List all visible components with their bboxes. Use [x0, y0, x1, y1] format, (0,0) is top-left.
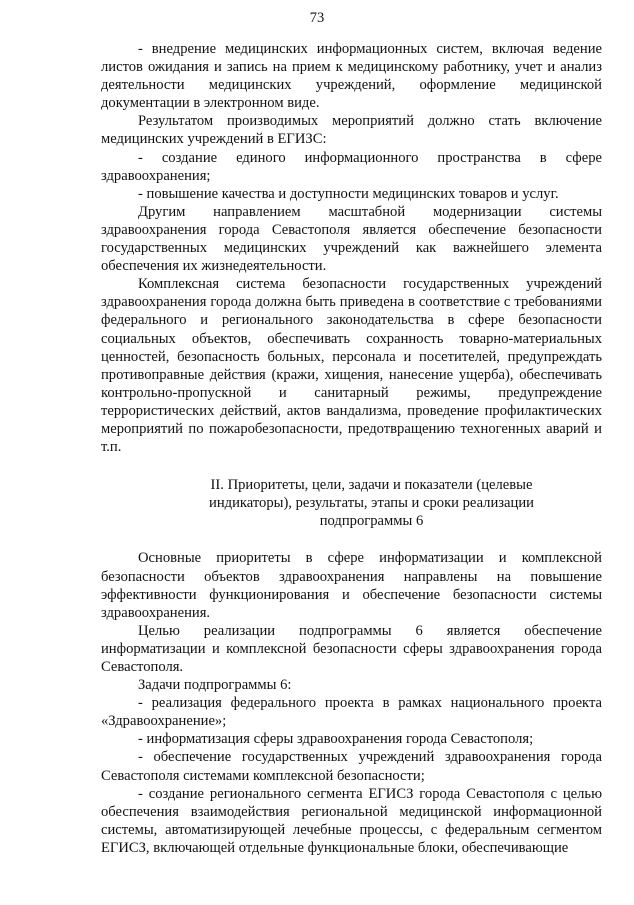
document-body [101, 40, 602, 857]
paragraph-complex-security-system: Комплексная система безопасности государственных учреждений здравоохранения города должна быть приведена в соответствие с требованиями федерального и регионального законодательства в сфере безопасности социальных объектов, обеспечивать сохранность товарно-материальных ценностей, безопасность больных, персонала и посетителей, предупреждать противоправные действия (кражи, хищения, нанесение ущерба), обеспечивать контрольно-пропускной и санитарный режимы, предупреждение террористических действий, актов вандализма, проведение профилактических мероприятий по пожаробезопасности, предотвращению техногенных аварий и т.п. [101, 276, 602, 456]
paragraph-task-informatization: - информатизация сферы здравоохранения города Севастополя; [138, 731, 534, 748]
spacer [101, 530, 602, 549]
paragraph-unified-info-space: - создание единого информационного пространства в сфере здравоохранения; [101, 149, 602, 184]
page-number: 73 [309, 10, 325, 26]
paragraph-quality-improvement: - повышение качества и доступности медицинских товаров и услуг. [138, 185, 559, 202]
paragraph-task-regional-egisz: - создание регионального сегмента ЕГИСЗ города Севастополя с целью обеспечения взаимодействия региональной медицинской информационной системы, автоматизирующей лечебные процессы, с федеральным сегментом ЕГИСЗ, включающей отдельные функциональные блоки, обеспечивающие [101, 785, 602, 856]
spacer [101, 456, 602, 476]
paragraph-task-security-systems: - обеспечение государственных учреждений здравоохранения города Севастополя системами комплексной безопасности; [101, 749, 602, 784]
paragraph-task-federal-project: - реализация федерального проекта в рамках национального проекта «Здравоохранение»; [101, 695, 602, 730]
paragraph-medical-info-systems: - внедрение медицинских информационных систем, включая ведение листов ожидания и запись на прием к медицинскому работнику, учет и анализ деятельности медицинских учреждений, оформление медицинской документации в электронном виде. [101, 41, 602, 112]
paragraph-subprogram-tasks-title: Задачи подпрограммы 6: [138, 677, 292, 694]
paragraph-subprogram-goal: Целью реализации подпрограммы 6 является обеспечение информатизации и комплексной безопасности сферы здравоохранения города Севастополя. [101, 622, 602, 675]
paragraph-main-priorities: Основные приоритеты в сфере информатизации и комплексной безопасности объектов здравоохранения направлены на повышение эффективности функционирования и обеспечение безопасности системы здравоохранения. [101, 550, 602, 621]
section-heading: II. Приоритеты, цели, задачи и показатели (целевые индикаторы), результаты, этапы и сроки реализации подпрограммы 6 [209, 477, 534, 530]
paragraph-security-direction: Другим направлением масштабной модернизации системы здравоохранения города Севастополя является обеспечение безопасности государственных медицинских учреждений как важнейшего элемента обеспечения их жизнедеятельности. [101, 203, 602, 275]
paragraph-egisz-inclusion: Результатом производимых мероприятий должно стать включение медицинских учреждений в ЕГИЗС: [101, 113, 602, 148]
